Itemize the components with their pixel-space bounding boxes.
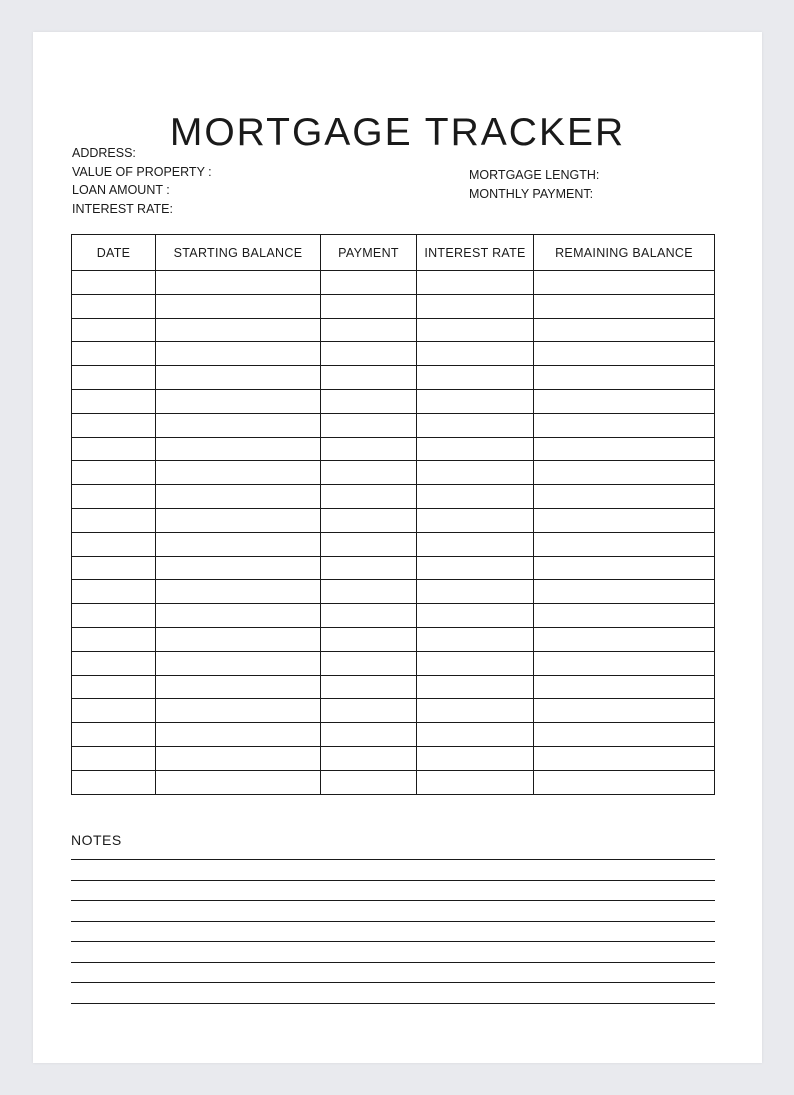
date-cell[interactable]: [72, 342, 156, 366]
payment-cell[interactable]: [321, 651, 417, 675]
date-cell[interactable]: [72, 556, 156, 580]
table-row: [72, 461, 715, 485]
date-cell[interactable]: [72, 437, 156, 461]
table-row: [72, 580, 715, 604]
note-line[interactable]: [71, 859, 715, 860]
remaining-balance-cell[interactable]: [534, 485, 715, 509]
payment-cell[interactable]: [321, 342, 417, 366]
remaining-balance-cell[interactable]: [534, 437, 715, 461]
starting-balance-cell[interactable]: [156, 342, 321, 366]
payment-cell[interactable]: [321, 675, 417, 699]
starting-balance-cell[interactable]: [156, 651, 321, 675]
payment-cell[interactable]: [321, 461, 417, 485]
remaining-balance-cell[interactable]: [534, 366, 715, 390]
starting-balance-cell[interactable]: [156, 723, 321, 747]
payment-cell[interactable]: [321, 699, 417, 723]
remaining-balance-cell[interactable]: [534, 746, 715, 770]
mortgage-length-field-label: MORTGAGE LENGTH:: [469, 168, 600, 182]
column-header-date: DATE: [72, 235, 156, 271]
payment-cell[interactable]: [321, 508, 417, 532]
tracker-sheet: [33, 32, 762, 1063]
table-row: [72, 271, 715, 295]
starting-balance-cell[interactable]: [156, 532, 321, 556]
table-row: [72, 604, 715, 628]
remaining-balance-cell[interactable]: [534, 770, 715, 794]
payment-cell[interactable]: [321, 437, 417, 461]
payment-cell[interactable]: [321, 532, 417, 556]
remaining-balance-cell[interactable]: [534, 461, 715, 485]
payment-cell[interactable]: [321, 746, 417, 770]
table-row: [72, 627, 715, 651]
remaining-balance-cell[interactable]: [534, 556, 715, 580]
date-cell[interactable]: [72, 461, 156, 485]
interest-rate-cell[interactable]: [417, 366, 534, 390]
date-cell[interactable]: [72, 508, 156, 532]
date-cell[interactable]: [72, 651, 156, 675]
starting-balance-cell[interactable]: [156, 675, 321, 699]
table-row: [72, 532, 715, 556]
remaining-balance-cell[interactable]: [534, 651, 715, 675]
starting-balance-cell[interactable]: [156, 389, 321, 413]
table-row: [72, 413, 715, 437]
note-line[interactable]: [71, 941, 715, 942]
notes-heading: NOTES: [71, 832, 122, 848]
starting-balance-cell[interactable]: [156, 294, 321, 318]
table-row: [72, 294, 715, 318]
interest-rate-cell[interactable]: [417, 389, 534, 413]
interest-rate-cell[interactable]: [417, 294, 534, 318]
note-line[interactable]: [71, 880, 715, 881]
mortgage-table: [71, 234, 715, 795]
payment-cell[interactable]: [321, 770, 417, 794]
interest-rate-cell[interactable]: [417, 508, 534, 532]
starting-balance-cell[interactable]: [156, 699, 321, 723]
note-line[interactable]: [71, 921, 715, 922]
table-row: [72, 699, 715, 723]
table-body: [72, 271, 715, 795]
payment-cell[interactable]: [321, 413, 417, 437]
interest-rate-cell[interactable]: [417, 651, 534, 675]
column-header-remaining-balance: REMAINING BALANCE: [534, 235, 715, 271]
payment-cell[interactable]: [321, 485, 417, 509]
starting-balance-cell[interactable]: [156, 271, 321, 295]
interest-rate-cell[interactable]: [417, 699, 534, 723]
date-cell[interactable]: [72, 580, 156, 604]
table-row: [72, 675, 715, 699]
payment-cell[interactable]: [321, 271, 417, 295]
table-row: [72, 508, 715, 532]
property-value-field-label: VALUE OF PROPERTY :: [72, 164, 212, 179]
date-cell[interactable]: [72, 627, 156, 651]
payment-cell[interactable]: [321, 294, 417, 318]
column-header-payment: PAYMENT: [321, 235, 417, 271]
property-info-left: [72, 144, 212, 218]
date-cell[interactable]: [72, 699, 156, 723]
remaining-balance-cell[interactable]: [534, 580, 715, 604]
monthly-payment-field-label: MONTHLY PAYMENT:: [469, 186, 594, 201]
remaining-balance-cell[interactable]: [534, 723, 715, 747]
date-cell[interactable]: [72, 413, 156, 437]
column-header-starting-balance: STARTING BALANCE: [156, 235, 321, 271]
date-cell[interactable]: [72, 389, 156, 413]
date-cell[interactable]: [72, 532, 156, 556]
starting-balance-cell[interactable]: [156, 627, 321, 651]
table-row: [72, 651, 715, 675]
table-header-row: [72, 235, 715, 271]
date-cell[interactable]: [72, 485, 156, 509]
date-cell[interactable]: [72, 294, 156, 318]
starting-balance-cell[interactable]: [156, 556, 321, 580]
starting-balance-cell[interactable]: [156, 318, 321, 342]
date-cell[interactable]: [72, 604, 156, 628]
payment-cell[interactable]: [321, 627, 417, 651]
column-header-interest-rate: INTEREST RATE: [417, 235, 534, 271]
remaining-balance-cell[interactable]: [534, 675, 715, 699]
date-cell[interactable]: [72, 318, 156, 342]
table-row: [72, 437, 715, 461]
remaining-balance-cell[interactable]: [534, 271, 715, 295]
starting-balance-cell[interactable]: [156, 461, 321, 485]
property-info-right: [469, 166, 599, 203]
table-row: [72, 318, 715, 342]
date-cell[interactable]: [72, 675, 156, 699]
remaining-balance-cell[interactable]: [534, 413, 715, 437]
remaining-balance-cell[interactable]: [534, 342, 715, 366]
starting-balance-cell[interactable]: [156, 437, 321, 461]
date-cell[interactable]: [72, 723, 156, 747]
page-title: MORTGAGE TRACKER: [169, 111, 626, 154]
interest-rate-cell[interactable]: [417, 413, 534, 437]
date-cell[interactable]: [72, 746, 156, 770]
remaining-balance-cell[interactable]: [534, 318, 715, 342]
table-row: [72, 770, 715, 794]
interest-rate-cell[interactable]: [417, 437, 534, 461]
payment-cell[interactable]: [321, 580, 417, 604]
table-row: [72, 746, 715, 770]
address-field-label: ADDRESS:: [72, 146, 136, 160]
starting-balance-cell[interactable]: [156, 604, 321, 628]
remaining-balance-cell[interactable]: [534, 604, 715, 628]
remaining-balance-cell[interactable]: [534, 532, 715, 556]
interest-rate-cell[interactable]: [417, 746, 534, 770]
payment-cell[interactable]: [321, 723, 417, 747]
remaining-balance-cell[interactable]: [534, 627, 715, 651]
interest-rate-cell[interactable]: [417, 580, 534, 604]
interest-rate-cell[interactable]: [417, 556, 534, 580]
starting-balance-cell[interactable]: [156, 413, 321, 437]
note-line[interactable]: [71, 900, 715, 901]
starting-balance-cell[interactable]: [156, 770, 321, 794]
interest-rate-cell[interactable]: [417, 627, 534, 651]
date-cell[interactable]: [72, 770, 156, 794]
interest-rate-field-label: INTEREST RATE:: [72, 201, 173, 216]
table-row: [72, 342, 715, 366]
interest-rate-cell[interactable]: [417, 723, 534, 747]
table-row: [72, 389, 715, 413]
interest-rate-cell[interactable]: [417, 318, 534, 342]
interest-rate-cell[interactable]: [417, 604, 534, 628]
remaining-balance-cell[interactable]: [534, 294, 715, 318]
starting-balance-cell[interactable]: [156, 508, 321, 532]
payment-cell[interactable]: [321, 389, 417, 413]
table-row: [72, 723, 715, 747]
interest-rate-cell[interactable]: [417, 675, 534, 699]
table-row: [72, 366, 715, 390]
payment-cell[interactable]: [321, 556, 417, 580]
payment-cell[interactable]: [321, 318, 417, 342]
starting-balance-cell[interactable]: [156, 485, 321, 509]
note-line[interactable]: [71, 1003, 715, 1004]
table-row: [72, 556, 715, 580]
interest-rate-cell[interactable]: [417, 770, 534, 794]
interest-rate-cell[interactable]: [417, 461, 534, 485]
remaining-balance-cell[interactable]: [534, 508, 715, 532]
starting-balance-cell[interactable]: [156, 580, 321, 604]
payment-cell[interactable]: [321, 366, 417, 390]
remaining-balance-cell[interactable]: [534, 699, 715, 723]
date-cell[interactable]: [72, 271, 156, 295]
date-cell[interactable]: [72, 366, 156, 390]
note-line[interactable]: [71, 982, 715, 983]
remaining-balance-cell[interactable]: [534, 389, 715, 413]
starting-balance-cell[interactable]: [156, 746, 321, 770]
interest-rate-cell[interactable]: [417, 532, 534, 556]
interest-rate-cell[interactable]: [417, 342, 534, 366]
starting-balance-cell[interactable]: [156, 366, 321, 390]
note-line[interactable]: [71, 962, 715, 963]
interest-rate-cell[interactable]: [417, 271, 534, 295]
table-row: [72, 485, 715, 509]
payment-cell[interactable]: [321, 604, 417, 628]
loan-amount-field-label: LOAN AMOUNT :: [72, 183, 170, 197]
interest-rate-cell[interactable]: [417, 485, 534, 509]
